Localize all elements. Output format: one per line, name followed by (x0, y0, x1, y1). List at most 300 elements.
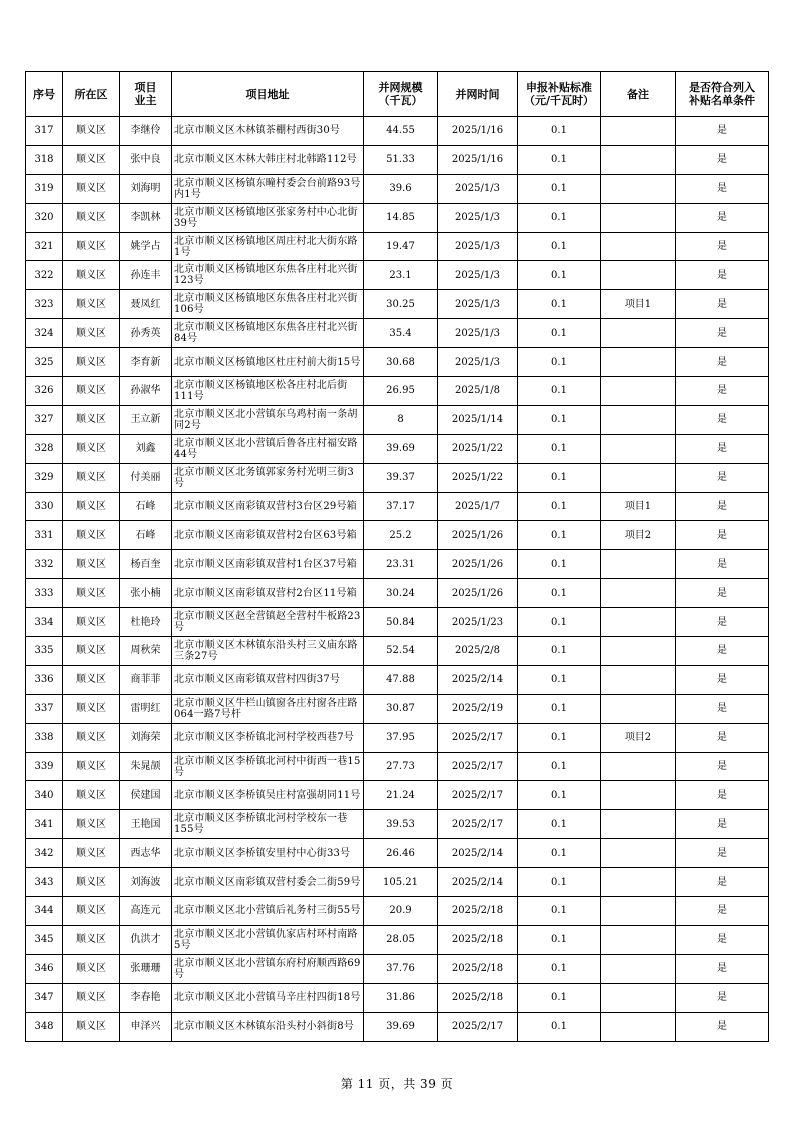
cell-date: 2025/2/19 (438, 694, 518, 723)
cell-address: 北京市顺义区北务镇郭家务村光明三街3号 (172, 463, 364, 492)
cell-district: 顺义区 (63, 117, 120, 146)
cell-seq: 325 (26, 348, 63, 377)
cell-address: 北京市顺义区北小营镇东府村府顺西路69号 (172, 954, 364, 983)
cell-address: 北京市顺义区杨镇地区东焦各庄村北兴街106号 (172, 290, 364, 319)
cell-seq: 341 (26, 810, 63, 839)
cell-owner: 刘海波 (120, 868, 172, 897)
cell-owner: 付美丽 (120, 463, 172, 492)
cell-capacity: 39.69 (364, 1012, 438, 1041)
cell-seq: 327 (26, 405, 63, 434)
table-row (26, 752, 769, 781)
cell-subsidy: 0.1 (518, 925, 601, 954)
cell-district: 顺义区 (63, 463, 120, 492)
cell-subsidy: 0.1 (518, 868, 601, 897)
cell-address: 北京市顺义区南彩镇双营村四街37号 (172, 665, 364, 694)
table-row (26, 868, 769, 897)
cell-district: 顺义区 (63, 261, 120, 290)
header-district: 所在区 (63, 72, 120, 117)
cell-address: 北京市顺义区李桥镇北河村中街西一巷15号 (172, 752, 364, 781)
table-body (26, 117, 769, 1042)
cell-remark (601, 348, 676, 377)
table-row (26, 463, 769, 492)
cell-subsidy: 0.1 (518, 983, 601, 1012)
cell-district: 顺义区 (63, 434, 120, 463)
cell-eligible: 是 (676, 608, 769, 637)
cell-eligible: 是 (676, 145, 769, 174)
cell-district: 顺义区 (63, 694, 120, 723)
cell-owner: 雷明红 (120, 694, 172, 723)
cell-date: 2025/2/17 (438, 810, 518, 839)
cell-remark (601, 694, 676, 723)
cell-eligible: 是 (676, 521, 769, 550)
cell-address: 北京市顺义区北小营镇东乌鸡村南一条胡同2号 (172, 405, 364, 434)
table-row (26, 261, 769, 290)
table-row (26, 145, 769, 174)
cell-subsidy: 0.1 (518, 203, 601, 232)
cell-remark (601, 637, 676, 666)
cell-subsidy: 0.1 (518, 117, 601, 146)
cell-owner: 孙连丰 (120, 261, 172, 290)
cell-capacity: 8 (364, 405, 438, 434)
cell-address: 北京市顺义区牛栏山镇窗各庄村窗各庄路064一路7号杆 (172, 694, 364, 723)
cell-owner: 孙淑华 (120, 377, 172, 406)
cell-remark (601, 608, 676, 637)
cell-capacity: 37.76 (364, 954, 438, 983)
cell-district: 顺义区 (63, 752, 120, 781)
cell-subsidy: 0.1 (518, 1012, 601, 1041)
cell-owner: 李育新 (120, 348, 172, 377)
cell-eligible: 是 (676, 434, 769, 463)
cell-capacity: 26.46 (364, 839, 438, 868)
cell-seq: 322 (26, 261, 63, 290)
cell-eligible: 是 (676, 319, 769, 348)
cell-seq: 347 (26, 983, 63, 1012)
cell-address: 北京市顺义区木林镇东沿头村三义庙东路三条27号 (172, 637, 364, 666)
cell-date: 2025/1/23 (438, 608, 518, 637)
cell-capacity: 44.55 (364, 117, 438, 146)
cell-date: 2025/1/3 (438, 290, 518, 319)
cell-date: 2025/1/7 (438, 492, 518, 521)
table-row (26, 723, 769, 752)
cell-subsidy: 0.1 (518, 463, 601, 492)
cell-capacity: 50.84 (364, 608, 438, 637)
cell-address: 北京市顺义区南彩镇双营村2台区11号箱 (172, 579, 364, 608)
cell-remark (601, 117, 676, 146)
cell-capacity: 31.86 (364, 983, 438, 1012)
cell-owner: 商菲菲 (120, 665, 172, 694)
cell-seq: 318 (26, 145, 63, 174)
cell-owner: 张小楠 (120, 579, 172, 608)
cell-eligible: 是 (676, 694, 769, 723)
cell-date: 2025/2/17 (438, 752, 518, 781)
cell-address: 北京市顺义区南彩镇双营村3台区29号箱 (172, 492, 364, 521)
cell-seq: 335 (26, 637, 63, 666)
cell-eligible: 是 (676, 752, 769, 781)
cell-owner: 申泽兴 (120, 1012, 172, 1041)
header-row (26, 72, 769, 117)
cell-address: 北京市顺义区杨镇地区东焦各庄村北兴街123号 (172, 261, 364, 290)
cell-capacity: 30.87 (364, 694, 438, 723)
cell-subsidy: 0.1 (518, 174, 601, 203)
cell-subsidy: 0.1 (518, 405, 601, 434)
cell-seq: 329 (26, 463, 63, 492)
cell-subsidy: 0.1 (518, 897, 601, 926)
cell-district: 顺义区 (63, 348, 120, 377)
cell-district: 顺义区 (63, 319, 120, 348)
cell-eligible: 是 (676, 665, 769, 694)
cell-eligible: 是 (676, 550, 769, 579)
cell-address: 北京市顺义区木林镇东沿头村小斜街8号 (172, 1012, 364, 1041)
cell-capacity: 20.9 (364, 897, 438, 926)
cell-remark (601, 463, 676, 492)
cell-capacity: 30.25 (364, 290, 438, 319)
cell-date: 2025/2/17 (438, 781, 518, 810)
cell-remark: 项目2 (601, 723, 676, 752)
cell-capacity: 105.21 (364, 868, 438, 897)
cell-subsidy: 0.1 (518, 434, 601, 463)
cell-capacity: 39.6 (364, 174, 438, 203)
cell-capacity: 27.73 (364, 752, 438, 781)
cell-eligible: 是 (676, 232, 769, 261)
cell-date: 2025/1/22 (438, 434, 518, 463)
cell-district: 顺义区 (63, 781, 120, 810)
header-date: 并网时间 (438, 72, 518, 117)
cell-owner: 聂凤红 (120, 290, 172, 319)
table-row (26, 694, 769, 723)
cell-seq: 330 (26, 492, 63, 521)
cell-eligible: 是 (676, 377, 769, 406)
cell-subsidy: 0.1 (518, 348, 601, 377)
cell-owner: 杜艳玲 (120, 608, 172, 637)
cell-subsidy: 0.1 (518, 319, 601, 348)
cell-remark (601, 954, 676, 983)
cell-remark (601, 839, 676, 868)
cell-seq: 333 (26, 579, 63, 608)
subsidy-table (25, 71, 769, 1042)
cell-eligible: 是 (676, 1012, 769, 1041)
cell-district: 顺义区 (63, 868, 120, 897)
cell-capacity: 37.95 (364, 723, 438, 752)
cell-date: 2025/1/26 (438, 521, 518, 550)
cell-owner: 李凯林 (120, 203, 172, 232)
cell-capacity: 39.37 (364, 463, 438, 492)
cell-date: 2025/2/18 (438, 897, 518, 926)
table-row (26, 117, 769, 146)
cell-date: 2025/1/3 (438, 348, 518, 377)
cell-capacity: 47.88 (364, 665, 438, 694)
table-row (26, 839, 769, 868)
cell-capacity: 25.2 (364, 521, 438, 550)
cell-address: 北京市顺义区南彩镇双营村2台区63号箱 (172, 521, 364, 550)
cell-seq: 319 (26, 174, 63, 203)
cell-seq: 345 (26, 925, 63, 954)
cell-date: 2025/1/16 (438, 117, 518, 146)
cell-address: 北京市顺义区南彩镇双营村1台区37号箱 (172, 550, 364, 579)
cell-seq: 337 (26, 694, 63, 723)
cell-owner: 王立新 (120, 405, 172, 434)
cell-district: 顺义区 (63, 550, 120, 579)
cell-capacity: 21.24 (364, 781, 438, 810)
cell-capacity: 23.31 (364, 550, 438, 579)
cell-address: 北京市顺义区杨镇地区周庄村北大街东路1号 (172, 232, 364, 261)
cell-district: 顺义区 (63, 723, 120, 752)
cell-date: 2025/1/26 (438, 550, 518, 579)
cell-remark (601, 665, 676, 694)
cell-district: 顺义区 (63, 1012, 120, 1041)
cell-eligible: 是 (676, 174, 769, 203)
cell-district: 顺义区 (63, 492, 120, 521)
table-row (26, 810, 769, 839)
cell-capacity: 39.69 (364, 434, 438, 463)
cell-eligible: 是 (676, 810, 769, 839)
cell-eligible: 是 (676, 463, 769, 492)
header-seq: 序号 (26, 72, 63, 117)
cell-district: 顺义区 (63, 521, 120, 550)
cell-owner: 石峰 (120, 492, 172, 521)
cell-eligible: 是 (676, 261, 769, 290)
cell-seq: 334 (26, 608, 63, 637)
cell-subsidy: 0.1 (518, 637, 601, 666)
cell-owner: 侯建国 (120, 781, 172, 810)
cell-seq: 343 (26, 868, 63, 897)
cell-seq: 340 (26, 781, 63, 810)
cell-address: 北京市顺义区木林大韩庄村北韩路112号 (172, 145, 364, 174)
cell-date: 2025/2/17 (438, 1012, 518, 1041)
cell-subsidy: 0.1 (518, 752, 601, 781)
cell-capacity: 30.24 (364, 579, 438, 608)
header-remark: 备注 (601, 72, 676, 117)
table-row (26, 319, 769, 348)
cell-seq: 344 (26, 897, 63, 926)
cell-eligible: 是 (676, 637, 769, 666)
table-row (26, 954, 769, 983)
cell-eligible: 是 (676, 405, 769, 434)
cell-owner: 周秋荣 (120, 637, 172, 666)
cell-district: 顺义区 (63, 665, 120, 694)
cell-address: 北京市顺义区李桥镇北河村学校西巷7号 (172, 723, 364, 752)
table-row (26, 925, 769, 954)
cell-seq: 331 (26, 521, 63, 550)
cell-date: 2025/1/22 (438, 463, 518, 492)
cell-remark (601, 405, 676, 434)
cell-address: 北京市顺义区杨镇地区杜庄村前大街15号 (172, 348, 364, 377)
cell-date: 2025/1/16 (438, 145, 518, 174)
cell-remark (601, 752, 676, 781)
table-row (26, 550, 769, 579)
cell-district: 顺义区 (63, 290, 120, 319)
cell-date: 2025/2/14 (438, 868, 518, 897)
cell-address: 北京市顺义区杨镇东疃村委会台前路93号内1号 (172, 174, 364, 203)
cell-subsidy: 0.1 (518, 290, 601, 319)
cell-address: 北京市顺义区李桥镇安里村中心街33号 (172, 839, 364, 868)
cell-remark (601, 145, 676, 174)
cell-eligible: 是 (676, 897, 769, 926)
table-row (26, 434, 769, 463)
cell-district: 顺义区 (63, 608, 120, 637)
cell-district: 顺义区 (63, 810, 120, 839)
cell-seq: 346 (26, 954, 63, 983)
cell-subsidy: 0.1 (518, 550, 601, 579)
cell-address: 北京市顺义区杨镇地区松各庄村北后街111号 (172, 377, 364, 406)
cell-seq: 323 (26, 290, 63, 319)
cell-eligible: 是 (676, 983, 769, 1012)
table-row (26, 174, 769, 203)
cell-address: 北京市顺义区杨镇地区东焦各庄村北兴街84号 (172, 319, 364, 348)
cell-date: 2025/2/14 (438, 839, 518, 868)
cell-seq: 336 (26, 665, 63, 694)
cell-district: 顺义区 (63, 174, 120, 203)
cell-remark (601, 434, 676, 463)
cell-seq: 326 (26, 377, 63, 406)
cell-district: 顺义区 (63, 897, 120, 926)
cell-district: 顺义区 (63, 377, 120, 406)
cell-seq: 338 (26, 723, 63, 752)
cell-owner: 杨百奎 (120, 550, 172, 579)
header-address: 项目地址 (172, 72, 364, 117)
cell-remark (601, 203, 676, 232)
cell-address: 北京市顺义区北小营镇后礼务村三街55号 (172, 897, 364, 926)
cell-address: 北京市顺义区北小营镇后鲁各庄村福安路44号 (172, 434, 364, 463)
cell-owner: 仇洪才 (120, 925, 172, 954)
cell-remark (601, 1012, 676, 1041)
cell-remark (601, 174, 676, 203)
cell-remark (601, 868, 676, 897)
cell-owner: 刘鑫 (120, 434, 172, 463)
cell-date: 2025/2/17 (438, 723, 518, 752)
cell-date: 2025/1/14 (438, 405, 518, 434)
cell-district: 顺义区 (63, 637, 120, 666)
cell-owner: 孙秀英 (120, 319, 172, 348)
cell-address: 北京市顺义区北小营镇仇家店村环村南路5号 (172, 925, 364, 954)
cell-date: 2025/2/18 (438, 925, 518, 954)
cell-capacity: 14.85 (364, 203, 438, 232)
cell-remark (601, 897, 676, 926)
cell-subsidy: 0.1 (518, 723, 601, 752)
cell-seq: 332 (26, 550, 63, 579)
cell-date: 2025/2/18 (438, 954, 518, 983)
cell-subsidy: 0.1 (518, 954, 601, 983)
cell-eligible: 是 (676, 954, 769, 983)
table-row (26, 897, 769, 926)
cell-capacity: 39.53 (364, 810, 438, 839)
cell-eligible: 是 (676, 203, 769, 232)
cell-eligible: 是 (676, 579, 769, 608)
table-row (26, 377, 769, 406)
cell-district: 顺义区 (63, 579, 120, 608)
cell-date: 2025/1/3 (438, 261, 518, 290)
cell-subsidy: 0.1 (518, 694, 601, 723)
cell-remark (601, 810, 676, 839)
table-row (26, 637, 769, 666)
table-row (26, 608, 769, 637)
cell-remark (601, 261, 676, 290)
table-row (26, 492, 769, 521)
table-row (26, 665, 769, 694)
cell-district: 顺义区 (63, 232, 120, 261)
cell-date: 2025/1/3 (438, 203, 518, 232)
cell-address: 北京市顺义区木林镇茶棚村西街30号 (172, 117, 364, 146)
table-row (26, 521, 769, 550)
cell-eligible: 是 (676, 723, 769, 752)
cell-owner: 王艳国 (120, 810, 172, 839)
cell-owner: 高连元 (120, 897, 172, 926)
cell-seq: 348 (26, 1012, 63, 1041)
cell-remark (601, 579, 676, 608)
page-footer: 第 11 页，共 39 页 (340, 1077, 454, 1091)
cell-date: 2025/1/26 (438, 579, 518, 608)
cell-subsidy: 0.1 (518, 492, 601, 521)
cell-remark (601, 550, 676, 579)
cell-capacity: 30.68 (364, 348, 438, 377)
cell-district: 顺义区 (63, 983, 120, 1012)
cell-subsidy: 0.1 (518, 579, 601, 608)
cell-remark (601, 781, 676, 810)
cell-eligible: 是 (676, 925, 769, 954)
cell-subsidy: 0.1 (518, 145, 601, 174)
table-row (26, 290, 769, 319)
header-eligible: 是否符合列入 补贴名单条件 (676, 72, 769, 117)
table-row (26, 1012, 769, 1041)
cell-capacity: 23.1 (364, 261, 438, 290)
cell-capacity: 51.33 (364, 145, 438, 174)
cell-subsidy: 0.1 (518, 232, 601, 261)
header-capacity: 并网规模 （千瓦） (364, 72, 438, 117)
cell-subsidy: 0.1 (518, 521, 601, 550)
cell-capacity: 37.17 (364, 492, 438, 521)
cell-address: 北京市顺义区赵全营镇赵全营村牛板路23号 (172, 608, 364, 637)
cell-capacity: 26.95 (364, 377, 438, 406)
cell-district: 顺义区 (63, 839, 120, 868)
cell-remark: 项目1 (601, 492, 676, 521)
table-row (26, 348, 769, 377)
cell-eligible: 是 (676, 290, 769, 319)
cell-owner: 姚学占 (120, 232, 172, 261)
header-owner: 项目 业主 (120, 72, 172, 117)
cell-subsidy: 0.1 (518, 608, 601, 637)
cell-date: 2025/1/8 (438, 377, 518, 406)
cell-district: 顺义区 (63, 405, 120, 434)
cell-district: 顺义区 (63, 954, 120, 983)
cell-remark (601, 925, 676, 954)
cell-address: 北京市顺义区南彩镇双营村委会二街59号 (172, 868, 364, 897)
cell-date: 2025/1/3 (438, 232, 518, 261)
cell-address: 北京市顺义区北小营镇马辛庄村四街18号 (172, 983, 364, 1012)
cell-owner: 张中良 (120, 145, 172, 174)
cell-remark (601, 232, 676, 261)
cell-district: 顺义区 (63, 925, 120, 954)
cell-eligible: 是 (676, 868, 769, 897)
cell-district: 顺义区 (63, 203, 120, 232)
cell-seq: 328 (26, 434, 63, 463)
cell-seq: 317 (26, 117, 63, 146)
cell-remark (601, 377, 676, 406)
cell-subsidy: 0.1 (518, 810, 601, 839)
cell-district: 顺义区 (63, 145, 120, 174)
cell-owner: 西志华 (120, 839, 172, 868)
cell-subsidy: 0.1 (518, 377, 601, 406)
cell-seq: 320 (26, 203, 63, 232)
cell-subsidy: 0.1 (518, 261, 601, 290)
cell-seq: 342 (26, 839, 63, 868)
table-row (26, 781, 769, 810)
cell-eligible: 是 (676, 781, 769, 810)
cell-seq: 339 (26, 752, 63, 781)
cell-remark: 项目2 (601, 521, 676, 550)
table-row (26, 983, 769, 1012)
cell-date: 2025/1/3 (438, 319, 518, 348)
cell-eligible: 是 (676, 117, 769, 146)
cell-owner: 刘海明 (120, 174, 172, 203)
